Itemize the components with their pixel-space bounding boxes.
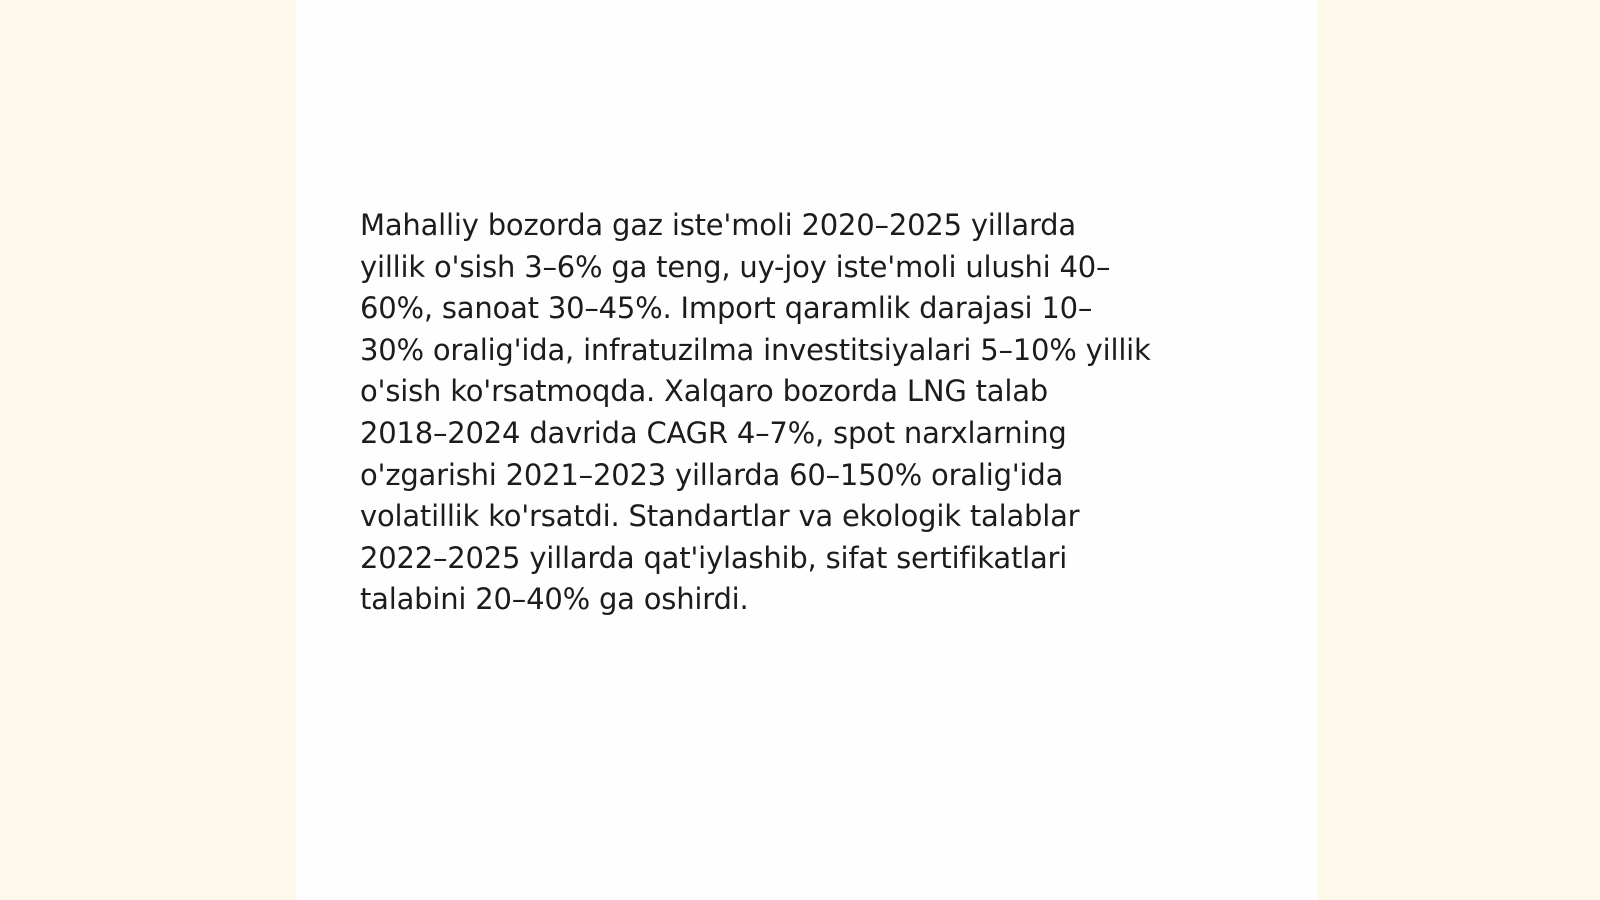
document-page: [296, 0, 1318, 900]
body-paragraph: Mahalliy bozorda gaz iste'moli 2020–2025 yillarda yillik o'sish 3–6% ga teng, uy-joy iste'moli ulushi 40– 60%, sanoat 30–45%. Import qaramlik darajasi 10– 30% oralig'ida, infratuzilma investitsiyalari 5–10% yillik o'sish ko'rsatmoqda. Xalqaro bozorda LNG talab 2018–2024 davrida CAGR 4–7%, spot narxlarning o'zgarishi 2021–2023 yillarda 60–150% oralig'ida volatillik ko'rsatdi. Standartlar va ekologik talablar 2022–2025 yillarda qat'iylashib, sifat sertifikatlari talabini 20–40% ga oshirdi.: [360, 208, 1151, 617]
